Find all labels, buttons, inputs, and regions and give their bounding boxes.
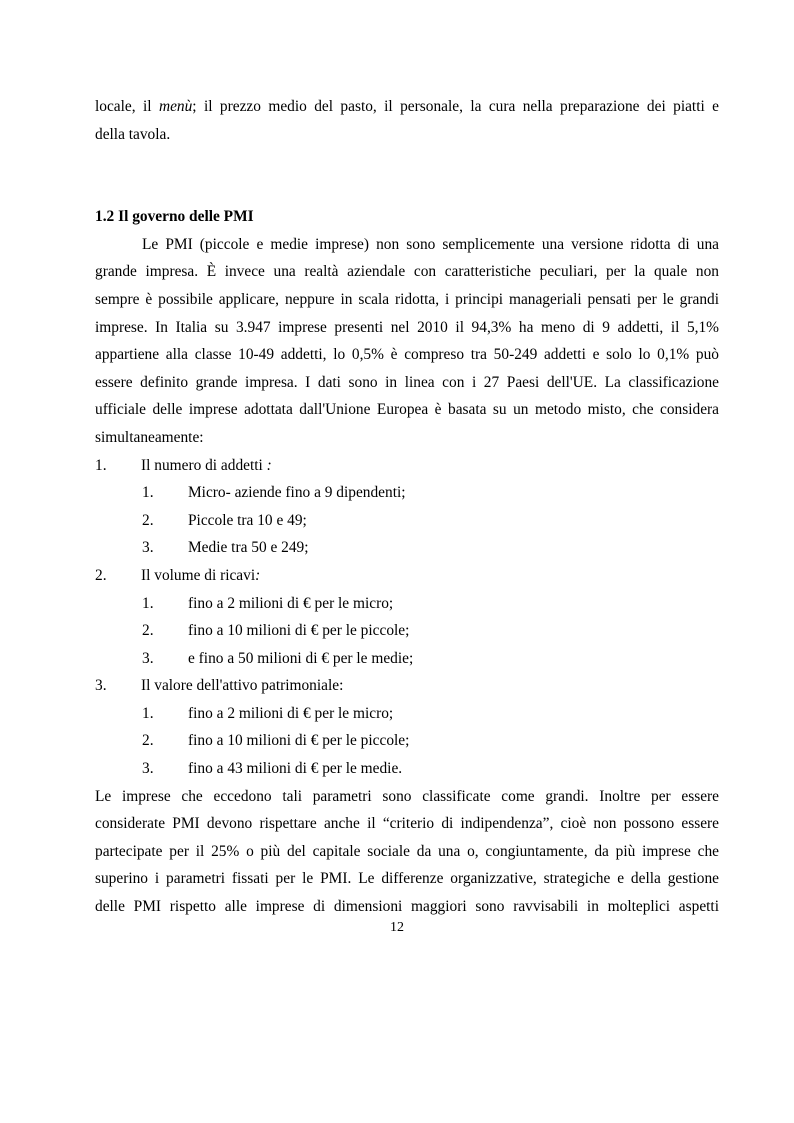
paragraph-line: sempre è possibile applicare, neppure in scala ridotta, i principi manageriali pensati per le grandi <box>95 290 719 308</box>
paragraph-line: superino i parametri fissati per le PMI. Le differenze organizzative, strategiche e della gestione <box>95 870 719 888</box>
criterion-suffix: : <box>262 456 272 474</box>
text-fragment: locale, il <box>95 98 159 115</box>
paragraph-line: partecipate per il 25% o più del capitale sociale da una o, congiuntamente, da più imprese che <box>95 842 719 860</box>
paragraph-line: ufficiale delle imprese adottata dall'Unione Europea è basata su un metodo misto, che considera <box>95 401 719 419</box>
criterion-item <box>95 672 719 700</box>
criterion-item <box>95 562 719 590</box>
list-number: 3. <box>142 760 154 778</box>
list-number: 1. <box>142 704 154 722</box>
sub-list-item <box>95 507 719 535</box>
section-heading: 1.2 Il governo delle PMI <box>95 208 254 226</box>
sub-item-text: fino a 10 milioni di € per le piccole; <box>188 622 410 640</box>
list-number: 1. <box>95 456 107 474</box>
sub-item-text: Micro- aziende fino a 9 dipendenti; <box>188 484 406 502</box>
criterion-suffix: : <box>339 677 344 695</box>
paragraph-line: Le PMI (piccole e medie imprese) non sono semplicemente una versione ridotta di una <box>142 235 719 253</box>
list-number: 2. <box>142 511 154 529</box>
list-number: 1. <box>142 484 154 502</box>
paragraph-line: appartiene alla classe 10-49 addetti, lo 0,5% è compreso tra 50-249 addetti e solo lo 0,1% può <box>95 346 719 364</box>
criterion-label: Il numero di addetti <box>141 456 263 474</box>
continuation-line-1 <box>95 93 719 121</box>
sub-list-item <box>95 727 719 755</box>
sub-item-text: fino a 10 milioni di € per le piccole; <box>188 732 410 750</box>
paragraph-line: delle PMI rispetto alle imprese di dimensioni maggiori sono ravvisabili in molteplici aspetti <box>95 898 719 916</box>
sub-list-item <box>95 700 719 728</box>
sub-list-item <box>95 645 719 673</box>
paragraph-line: considerate PMI devono rispettare anche il “criterio di indipendenza”, cioè non possono essere <box>95 815 719 833</box>
sub-item-text: e fino a 50 milioni di € per le medie; <box>188 649 414 667</box>
sub-list-item <box>95 617 719 645</box>
document-page <box>95 93 719 921</box>
criterion-suffix: : <box>255 566 261 584</box>
criterion-label: Il valore dell'attivo patrimoniale <box>141 677 340 695</box>
paragraph-line: essere definito grande impresa. I dati sono in linea con i 27 Paesi dell'UE. La classificazione <box>95 373 719 391</box>
emphasis-menu: menù <box>158 98 193 115</box>
list-number: 2. <box>95 566 107 584</box>
list-number: 3. <box>95 677 107 695</box>
continuation-line-2: della tavola. <box>95 125 171 143</box>
list-number: 2. <box>142 732 154 750</box>
paragraph-line: imprese. In Italia su 3.947 imprese presenti nel 2010 il 94,3% ha meno di 9 addetti, il 5,1% <box>95 318 719 336</box>
sub-list-item <box>95 755 719 783</box>
criterion-item <box>95 452 719 480</box>
sub-item-text: Piccole tra 10 e 49; <box>188 511 307 529</box>
sub-list-item <box>95 590 719 618</box>
list-number: 3. <box>142 649 154 667</box>
list-number: 3. <box>142 539 154 557</box>
list-number: 2. <box>142 622 154 640</box>
paragraph-line: grande impresa. È invece una realtà aziendale con caratteristiche peculiari, per la quale non <box>95 263 719 281</box>
sub-item-text: fino a 2 milioni di € per le micro; <box>188 704 394 722</box>
sub-list-item <box>95 479 719 507</box>
paragraph-line: Le imprese che eccedono tali parametri sono classificate come grandi. Inoltre per essere <box>95 787 719 805</box>
criterion-label: Il volume di ricavi <box>141 566 256 584</box>
sub-item-text: fino a 43 milioni di € per le medie. <box>188 760 403 778</box>
sub-item-text: fino a 2 milioni di € per le micro; <box>188 594 394 612</box>
paragraph-line: simultaneamente: <box>95 428 204 446</box>
list-number: 1. <box>142 594 154 612</box>
spacer <box>95 148 719 203</box>
page-number: 12 <box>390 920 404 935</box>
sub-list-item <box>95 534 719 562</box>
sub-item-text: Medie tra 50 e 249; <box>188 539 309 557</box>
text-fragment: ; il prezzo medio del pasto, il personale, la cura nella preparazione dei piatti e <box>192 98 719 115</box>
